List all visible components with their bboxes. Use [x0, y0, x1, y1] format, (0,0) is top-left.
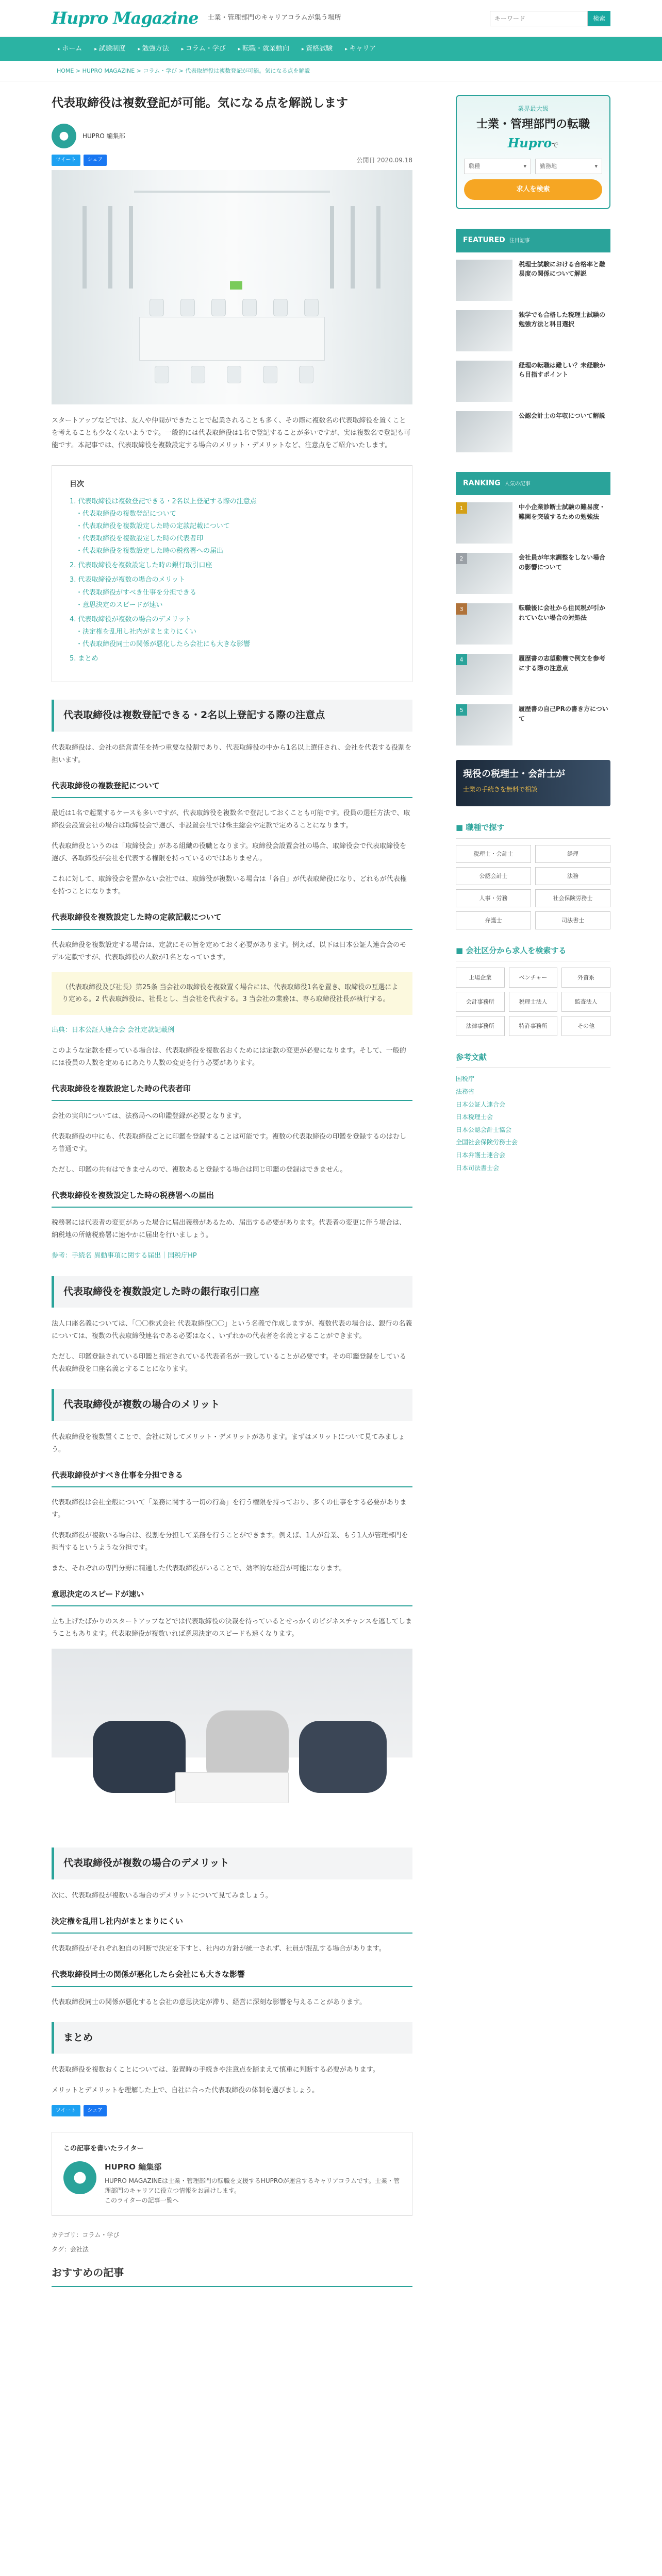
job-search-ad: 業界最大級 士業・管理部門の転職 Huproで 職種 ▾ 勤務地 ▾ 求人を検索 [456, 95, 610, 209]
toc-item[interactable]: 3. 代表取締役が複数の場合のメリット ・ 代表取締役がすべき仕事を分担できる ・ 意思決定のスピードが速い [70, 575, 394, 610]
reference-link[interactable]: 日本税理士会 [456, 1113, 493, 1121]
toc-subitem[interactable]: ・ 代表取締役を複数設定した時の代表者印 [76, 534, 394, 544]
job-type-link[interactable]: 税理士・会計士 [456, 845, 531, 863]
breadcrumb[interactable]: HOME > HUPRO MAGAZINE > コラム・学び > 代表取締役は複数登記が可能。気になる点を解説 [0, 61, 662, 81]
consult-banner[interactable]: 現役の税理士・会計士が 士業の手続きを無料で相談 [456, 760, 610, 806]
post-title[interactable]: 中小企業診断士試験の難易度・難関を突破するための勉強法 [519, 503, 606, 520]
ad-logo: Hupro [507, 135, 552, 150]
company-type-link[interactable]: その他 [561, 1016, 610, 1036]
job-search-button[interactable]: 求人を検索 [464, 179, 602, 200]
paragraph: 会社の実印については、法務局への印鑑登録が必要となります。 [52, 1112, 245, 1120]
job-type-link[interactable]: 公認会計士 [456, 867, 531, 885]
author-box [52, 2132, 412, 2216]
subsection-heading: 意思決定のスピードが速い [52, 1588, 412, 1606]
post-title[interactable]: 独学でも合格した税理士試験の勉強方法と科目選択 [519, 311, 606, 328]
publish-date: 公開日 2020.09.18 [356, 156, 412, 164]
reference-link[interactable]: 日本司法書士会 [456, 1164, 500, 1172]
reference-link[interactable]: 参考：手続名 異動事項に関する届出｜国税庁HP [52, 1252, 197, 1260]
job-type-link[interactable]: 法務 [535, 867, 610, 885]
author-articles-link[interactable]: このライターの記事一覧へ [105, 2197, 179, 2205]
paragraph: 代表取締役というのは「取締役会」がある組織の役職となります。取締役会設置会社の場合、取締役会で代表取締役を選び、各取締役が会社を代表する権限を持っているのではありません。 [52, 842, 406, 863]
job-type-link[interactable]: 社会保険労務士 [535, 889, 610, 907]
article [52, 95, 412, 2287]
company-type-link[interactable]: 監査法人 [561, 992, 610, 1012]
table-of-contents [52, 465, 412, 683]
toc-subitem[interactable]: ・ 代表取締役がすべき仕事を分担できる [76, 588, 394, 598]
paragraph: ただし、印鑑登録されている印鑑と指定されている代表者名が一致していることが必要です。その印鑑登録をしている代表取締役を口座名義とすることになります。 [52, 1353, 406, 1374]
post-thumbnail [456, 411, 512, 452]
building-icon: ■ [456, 945, 466, 955]
company-type-link[interactable]: ベンチャー [509, 968, 558, 988]
paragraph: 代表取締役同士の関係が悪化すると会社の意思決定が滞り、経営に深刻な影響を与えることがあります。 [52, 1998, 366, 2006]
ad-headline: 士業・管理部門の転職 [476, 117, 590, 131]
reference-link[interactable]: 日本弁護士連合会 [456, 1151, 506, 1159]
subsection-heading: 決定権を乱用し社内がまとまりにくい [52, 1916, 412, 1934]
search-input[interactable] [490, 11, 588, 26]
subsection-heading: 代表取締役を複数設定した時の税務署への届出 [52, 1190, 412, 1208]
post-title[interactable]: 履歴書の自己PRの書き方について [519, 705, 608, 722]
job-type-link[interactable]: 人事・労務 [456, 889, 531, 907]
nav-link[interactable]: ▸ 勉強方法 [131, 44, 175, 54]
recommended-heading: おすすめの記事 [52, 2265, 412, 2287]
post-title[interactable]: 会社員が年末調整をしない場合の影響について [519, 554, 606, 571]
post-thumbnail [456, 310, 512, 351]
company-type-link[interactable]: 上場企業 [456, 968, 505, 988]
toc-item[interactable]: 5. まとめ [70, 655, 98, 663]
quote-box: （代表取締役及び社長）第25条 当会社の取締役を複数置く場合には、代表取締役1名を置き、取締役の互選により定める。2 代表取締役は、社長とし、当会社を代表する。3 当会社の業務は、専ら取締役社長が執行する。 [52, 972, 412, 1015]
company-type-link[interactable]: 税理士法人 [509, 992, 558, 1012]
job-type-link[interactable]: 司法書士 [535, 911, 610, 929]
search-bar [490, 11, 610, 26]
featured-post[interactable] [456, 260, 610, 301]
ranking-post[interactable] [456, 502, 610, 544]
paragraph: 代表取締役を複数設定する場合は、定款にその旨を定めておく必要があります。例えば、以下は日本公証人連合会のモデル定款ですが、代表取締役の人数が1名となっています。 [52, 941, 406, 961]
toc-subitem[interactable]: ・ 代表取締役を複数設定した時の定款記載について [76, 521, 394, 532]
job-type-select[interactable]: 職種 ▾ [464, 159, 531, 174]
reference-link[interactable]: 全国社会保険労務士会 [456, 1139, 518, 1146]
toc-item[interactable]: 4. 代表取締役が複数の場合のデメリット ・ 決定権を乱用し社内がまとまりにくい ・ 代表取締役同士の関係が悪化したら会社にも大きな影響 [70, 615, 394, 650]
reference-link[interactable]: 日本公証人連合会 [456, 1100, 506, 1108]
post-title[interactable]: 税理士試験における合格率と難易度の関係について解説 [519, 260, 606, 278]
nav-link[interactable]: ▸ 転職・就業動向 [232, 44, 295, 54]
section-heading: 代表取締役は複数登記できる・2名以上登記する際の注意点 [52, 700, 412, 731]
reference-link[interactable]: 法務省 [456, 1088, 475, 1096]
paragraph: 代表取締役は会社全般について「業務に関する一切の行為」を行う権限を持っており、多くの仕事をする必要があります。 [52, 1498, 407, 1519]
toc-subitem[interactable]: ・ 代表取締役の複数登記について [76, 509, 394, 519]
job-type-link[interactable]: 弁護士 [456, 911, 531, 929]
ranking-post[interactable] [456, 603, 610, 645]
hero-image [52, 170, 412, 404]
paragraph: 代表取締役を複数おくことについては、設置時の手続きや注意点を踏まえて慎重に判断する必要があります。 [52, 2066, 379, 2074]
article-title: 代表取締役は複数登記が可能。気になる点を解説します [52, 96, 348, 110]
paragraph: 最近は1名で起業するケースも多いですが、代表取締役を複数名で登記しておくことも可能です。役員の選任方法で、取締役会設置会社の場合は取締役会で選び、非設置会社では株主総会や定款で定めることになります。 [52, 809, 410, 830]
paragraph: 法人口座名義については、「〇〇株式会社 代表取締役〇〇」という名義で作成しますが、複数代表の場合は、銀行の名義については、複数の代表取締役連名である必要はなく、いずれかの代表者を名義とすることができます。 [52, 1319, 412, 1340]
toc-item[interactable]: 2. 代表取締役を複数設定した時の銀行取引口座 [70, 562, 212, 570]
search-button[interactable]: 検索 [588, 11, 610, 26]
nav-link[interactable]: ▸ コラム・学び [175, 44, 232, 54]
paragraph: 代表取締役がそれぞれ独自の判断で決定を下すと、社内の方針が統一されず、社員が混乱する場合があります。 [52, 1945, 386, 1953]
chevron-down-icon: ▾ [523, 163, 526, 170]
location-select[interactable]: 勤務地 ▾ [535, 159, 602, 174]
toc-subitem[interactable]: ・ 代表取締役同士の関係が悪化したら会社にも大きな影響 [76, 639, 394, 650]
toc-item[interactable]: 1. 代表取締役は複数登記できる・2名以上登記する際の注意点 ・ 代表取締役の複数登記について ・ 代表取締役を複数設定した時の定款記載について ・ 代表取締役を複数設定した時の代表者印 ・ 代表取締役を複数設定した時の税務署への届出 [70, 497, 394, 557]
facebook-share-button[interactable]: シェア [84, 155, 107, 166]
source-link[interactable]: 出典：日本公証人連合会 会社定款記載例 [52, 1026, 175, 1034]
rank-badge: 2 [456, 553, 467, 564]
company-type-link[interactable]: 外資系 [561, 968, 610, 988]
author-name[interactable]: HUPRO 編集部 [82, 132, 125, 140]
paragraph: 次に、代表取締役が複数いる場合のデメリットについて見てみましょう。 [52, 1891, 272, 1900]
tweet-button[interactable]: ツイート [52, 2105, 80, 2116]
paragraph: 代表取締役を複数置くことで、会社に対してメリット・デメリットがあります。まずはメリットについて見てみましょう。 [52, 1433, 405, 1453]
rank-badge: 4 [456, 654, 467, 665]
section-heading: 代表取締役が複数の場合のデメリット [52, 1848, 412, 1879]
rank-badge: 3 [456, 603, 467, 615]
ranking-post[interactable] [456, 654, 610, 695]
paragraph: 代表取締役の中にも、代表取締役ごとに印鑑を登録することは可能です。複数の代表取締役の印鑑を登録するのはむしろ普通です。 [52, 1132, 406, 1154]
article-intro: スタートアップなどでは、友人や仲間ができたことで起業されることも多く、その際に複数名の代表取締役を置くことを考えることも少なくないようです。一般的には代表取締役は1名で登記することが多いですが、実は複数名で登記も可能です。本記事では、代表取締役を複数設定する場合のメリット・デメリットなど、注意点をご紹介いたします。 [52, 416, 411, 449]
author-box-desc: HUPRO MAGAZINEは士業・管理部門の転職を支援するHUPROが運営するキャリアコラムです。士業・管理部門のキャリアに役立つ情報をお届けします。 [105, 2177, 400, 2195]
rank-badge: 5 [456, 704, 467, 716]
reference-link[interactable]: 国税庁 [456, 1075, 475, 1083]
reference-link[interactable]: 日本公認会計士協会 [456, 1126, 512, 1133]
company-type-link[interactable]: 会計事務所 [456, 992, 505, 1012]
paragraph: 代表取締役は、会社の経営責任を持つ重要な役割であり、代表取締役の中から1名以上選任され、会社を代表する役割を担います。 [52, 743, 412, 764]
paragraph: ただし、印鑑の共有はできませんので、複数あると登録する場合は同じ印鑑の登録はできません。 [52, 1166, 347, 1174]
post-title[interactable]: 公認会計士の年収について解説 [519, 412, 605, 419]
company-type-link[interactable]: 法律事務所 [456, 1016, 505, 1036]
share-row-bottom [52, 2105, 412, 2116]
meeting-photo [52, 1649, 412, 1834]
sidebar [456, 95, 610, 2287]
job-type-link[interactable]: 経理 [535, 845, 610, 863]
facebook-share-button[interactable]: シェア [84, 2105, 107, 2116]
ranking-post[interactable] [456, 553, 610, 594]
site-tagline: 士業・管理部門のキャリアコラムが集う場所 [207, 14, 341, 22]
ranking-heading: RANKING 人気の記事 [456, 472, 610, 496]
toc-subitem[interactable]: ・ 代表取締役を複数設定した時の税務署への届出 [76, 546, 394, 556]
post-title[interactable]: 転職後に会社から住民税が引かれていない場合の対処法 [519, 604, 606, 621]
section-heading: 代表取締役が複数の場合のメリット [52, 1389, 412, 1420]
paragraph: 代表取締役が複数いる場合は、役割を分担して業務を行うことができます。例えば、1人が営業、もう1人が管理部門を担当するというような分担です。 [52, 1532, 408, 1552]
category-link[interactable]: カテゴリ：コラム・学び [52, 2231, 120, 2239]
nav-link[interactable]: ▸ キャリア [339, 44, 382, 54]
tweet-button[interactable]: ツイート [52, 155, 80, 166]
toc-title: 目次 [70, 480, 84, 488]
search-icon: ■ [456, 823, 466, 833]
subsection-heading: 代表取締役がすべき仕事を分担できる [52, 1469, 412, 1487]
paragraph: このような定款を使っている場合は、代表取締役を複数名おくためには定款の変更が必要になります。そして、一般的には役員の人数を定めるにあたり人数の変更を行う必要があります。 [52, 1046, 406, 1067]
author-avatar: ● [52, 124, 76, 148]
post-title[interactable]: 履歴書の志望動機で例文を参考にする際の注意点 [519, 655, 606, 672]
featured-post[interactable] [456, 310, 610, 351]
featured-heading: FEATURED 注目記事 [456, 229, 610, 252]
featured-post[interactable] [456, 411, 610, 452]
nav-link[interactable]: ▸ ホーム [52, 44, 88, 54]
section-heading: 代表取締役を複数設定した時の銀行取引口座 [52, 1276, 412, 1308]
subsection-heading: 代表取締役を複数設定した時の代表者印 [52, 1083, 412, 1101]
paragraph: メリットとデメリットを理解した上で、自社に合った代表取締役の体制を選びましょう。 [52, 2087, 319, 2095]
subsection-heading: 代表取締役を複数設定した時の定款記載について [52, 911, 412, 929]
featured-post[interactable] [456, 361, 610, 402]
toc-subitem[interactable]: ・ 意思決定のスピードが速い [76, 600, 394, 611]
nav-link[interactable]: ▸ 資格試験 [295, 44, 339, 54]
references-heading: 参考文献 [456, 1052, 610, 1068]
paragraph: 税務署には代表者の変更があった場合に届出義務があるため、届出する必要があります。代表者の変更に伴う場合は、納税地の所轄税務署に速やかに届出を行いましょう。 [52, 1219, 406, 1240]
company-type-heading: ■ 会社区分から求人を検索する [456, 945, 610, 961]
paragraph: また、それぞれの専門分野に精通した代表取締役がいることで、効率的な経営が可能になります。 [52, 1565, 346, 1573]
subsection-heading: 代表取締役同士の関係が悪化したら会社にも大きな影響 [52, 1969, 412, 1987]
subsection-heading: 代表取締役の複数登記について [52, 780, 412, 798]
chevron-down-icon: ▾ [594, 163, 598, 170]
company-type-link[interactable]: 特許事務所 [509, 1016, 558, 1036]
author-row [52, 124, 412, 148]
post-thumbnail [456, 260, 512, 301]
paragraph: これに対して、取締役会を置かない会社では、取締役が複数いる場合は「各自」が代表取締役になり、どれもが代表権を持つことになります。 [52, 875, 407, 896]
toc-subitem[interactable]: ・ 決定権を乱用し社内がまとまりにくい [76, 627, 394, 637]
author-box-name: HUPRO 編集部 [105, 2162, 162, 2172]
tag-link[interactable]: タグ：会社法 [52, 2246, 89, 2253]
job-type-heading: ■ 職種で探す [456, 822, 610, 838]
article-meta [52, 2230, 412, 2255]
main-nav [0, 37, 662, 61]
site-header [0, 0, 662, 37]
author-box-title: この記事を書いたライター [63, 2144, 144, 2153]
site-logo[interactable]: Hupro Magazine [52, 8, 198, 28]
section-heading: まとめ [52, 2022, 412, 2054]
rank-badge: 1 [456, 502, 467, 514]
paragraph: 立ち上げたばかりのスタートアップなどでは代表取締役の決裁を待っているとせっかくのビジネスチャンスを逃してしまうこともあります。代表取締役が複数いれば意思決定のスピードも速くなります。 [52, 1618, 412, 1638]
nav-link[interactable]: ▸ 試験制度 [88, 44, 131, 54]
post-title[interactable]: 経理の転職は難しい？未経験から目指すポイント [519, 361, 606, 379]
post-thumbnail [456, 361, 512, 402]
share-row [52, 155, 412, 166]
ad-eyebrow: 業界最大級 [517, 105, 549, 112]
author-avatar-large: ● [63, 2161, 96, 2194]
ranking-post[interactable] [456, 704, 610, 745]
